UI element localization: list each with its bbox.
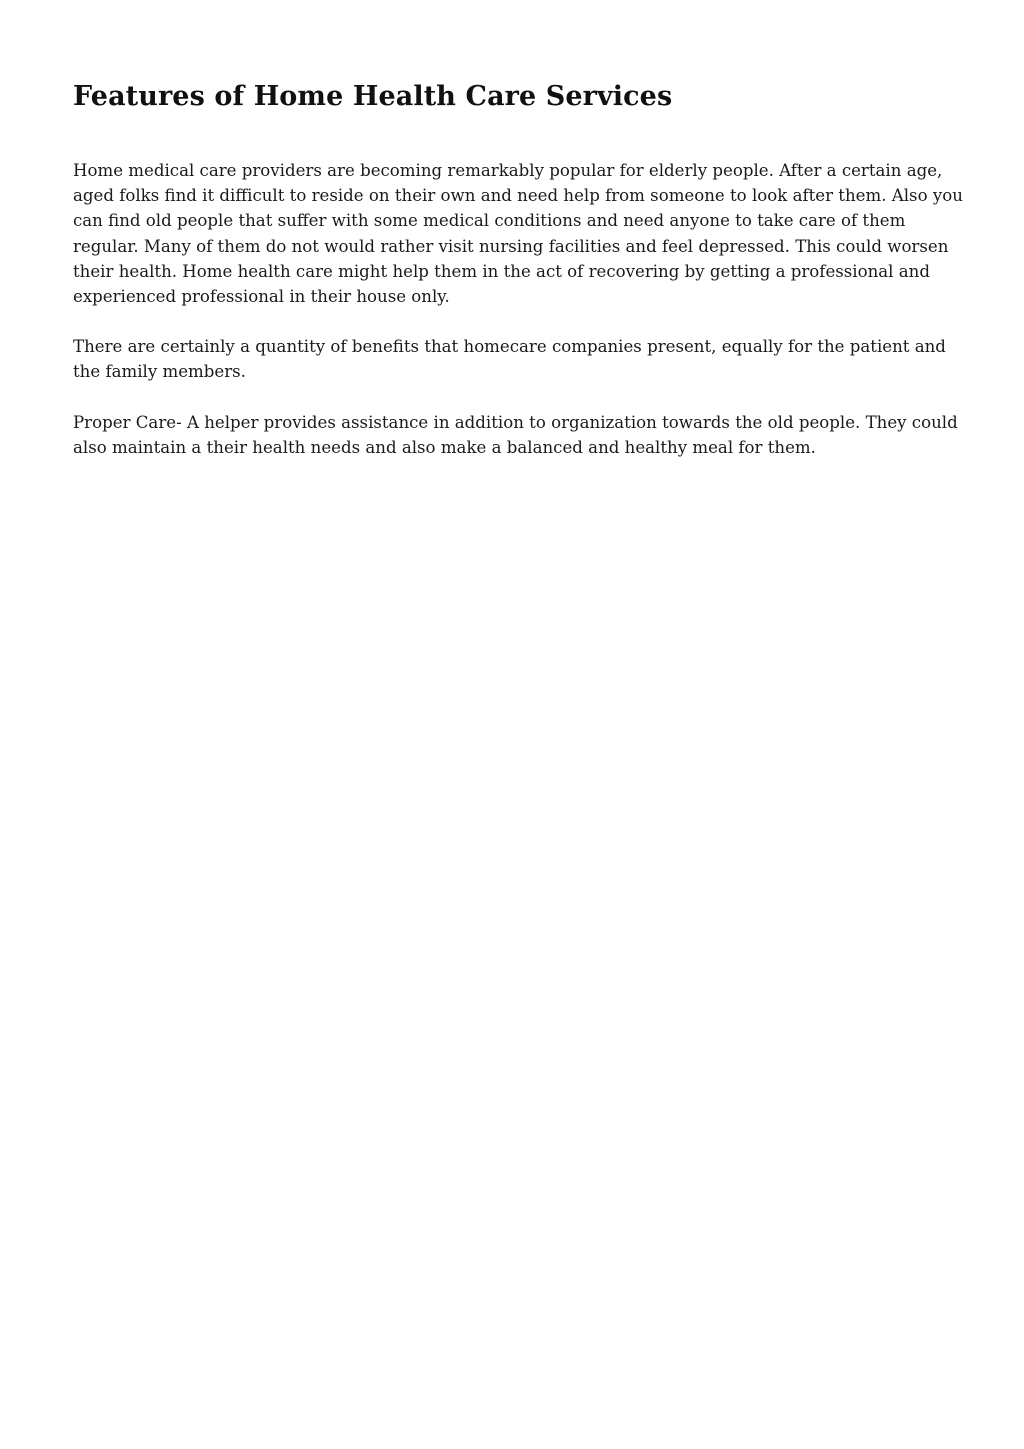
document-title: Features of Home Health Care Services bbox=[73, 81, 673, 112]
paragraph-benefits: There are certainly a quantity of benefits that homecare companies present, equally for the patient and the family members. bbox=[73, 337, 946, 382]
paragraph-proper-care: Proper Care- A helper provides assistance in addition to organization towards the old people. They could also maintain a their health needs and also make a balanced and healthy meal for them. bbox=[73, 412, 958, 457]
paragraph-intro: Home medical care providers are becoming remarkably popular for elderly people. After a certain age, aged folks find it difficult to reside on their own and need help from someone to look after them. Also you can find old people that suffer with some medical conditions and need anyone to take care of them regular. Many of them do not would rather visit nursing facilities and feel depressed. This could worsen their health. Home health care might help them in the act of recovering by getting a professional and experienced professional in their house only. bbox=[73, 161, 963, 307]
document-body bbox=[73, 158, 964, 460]
